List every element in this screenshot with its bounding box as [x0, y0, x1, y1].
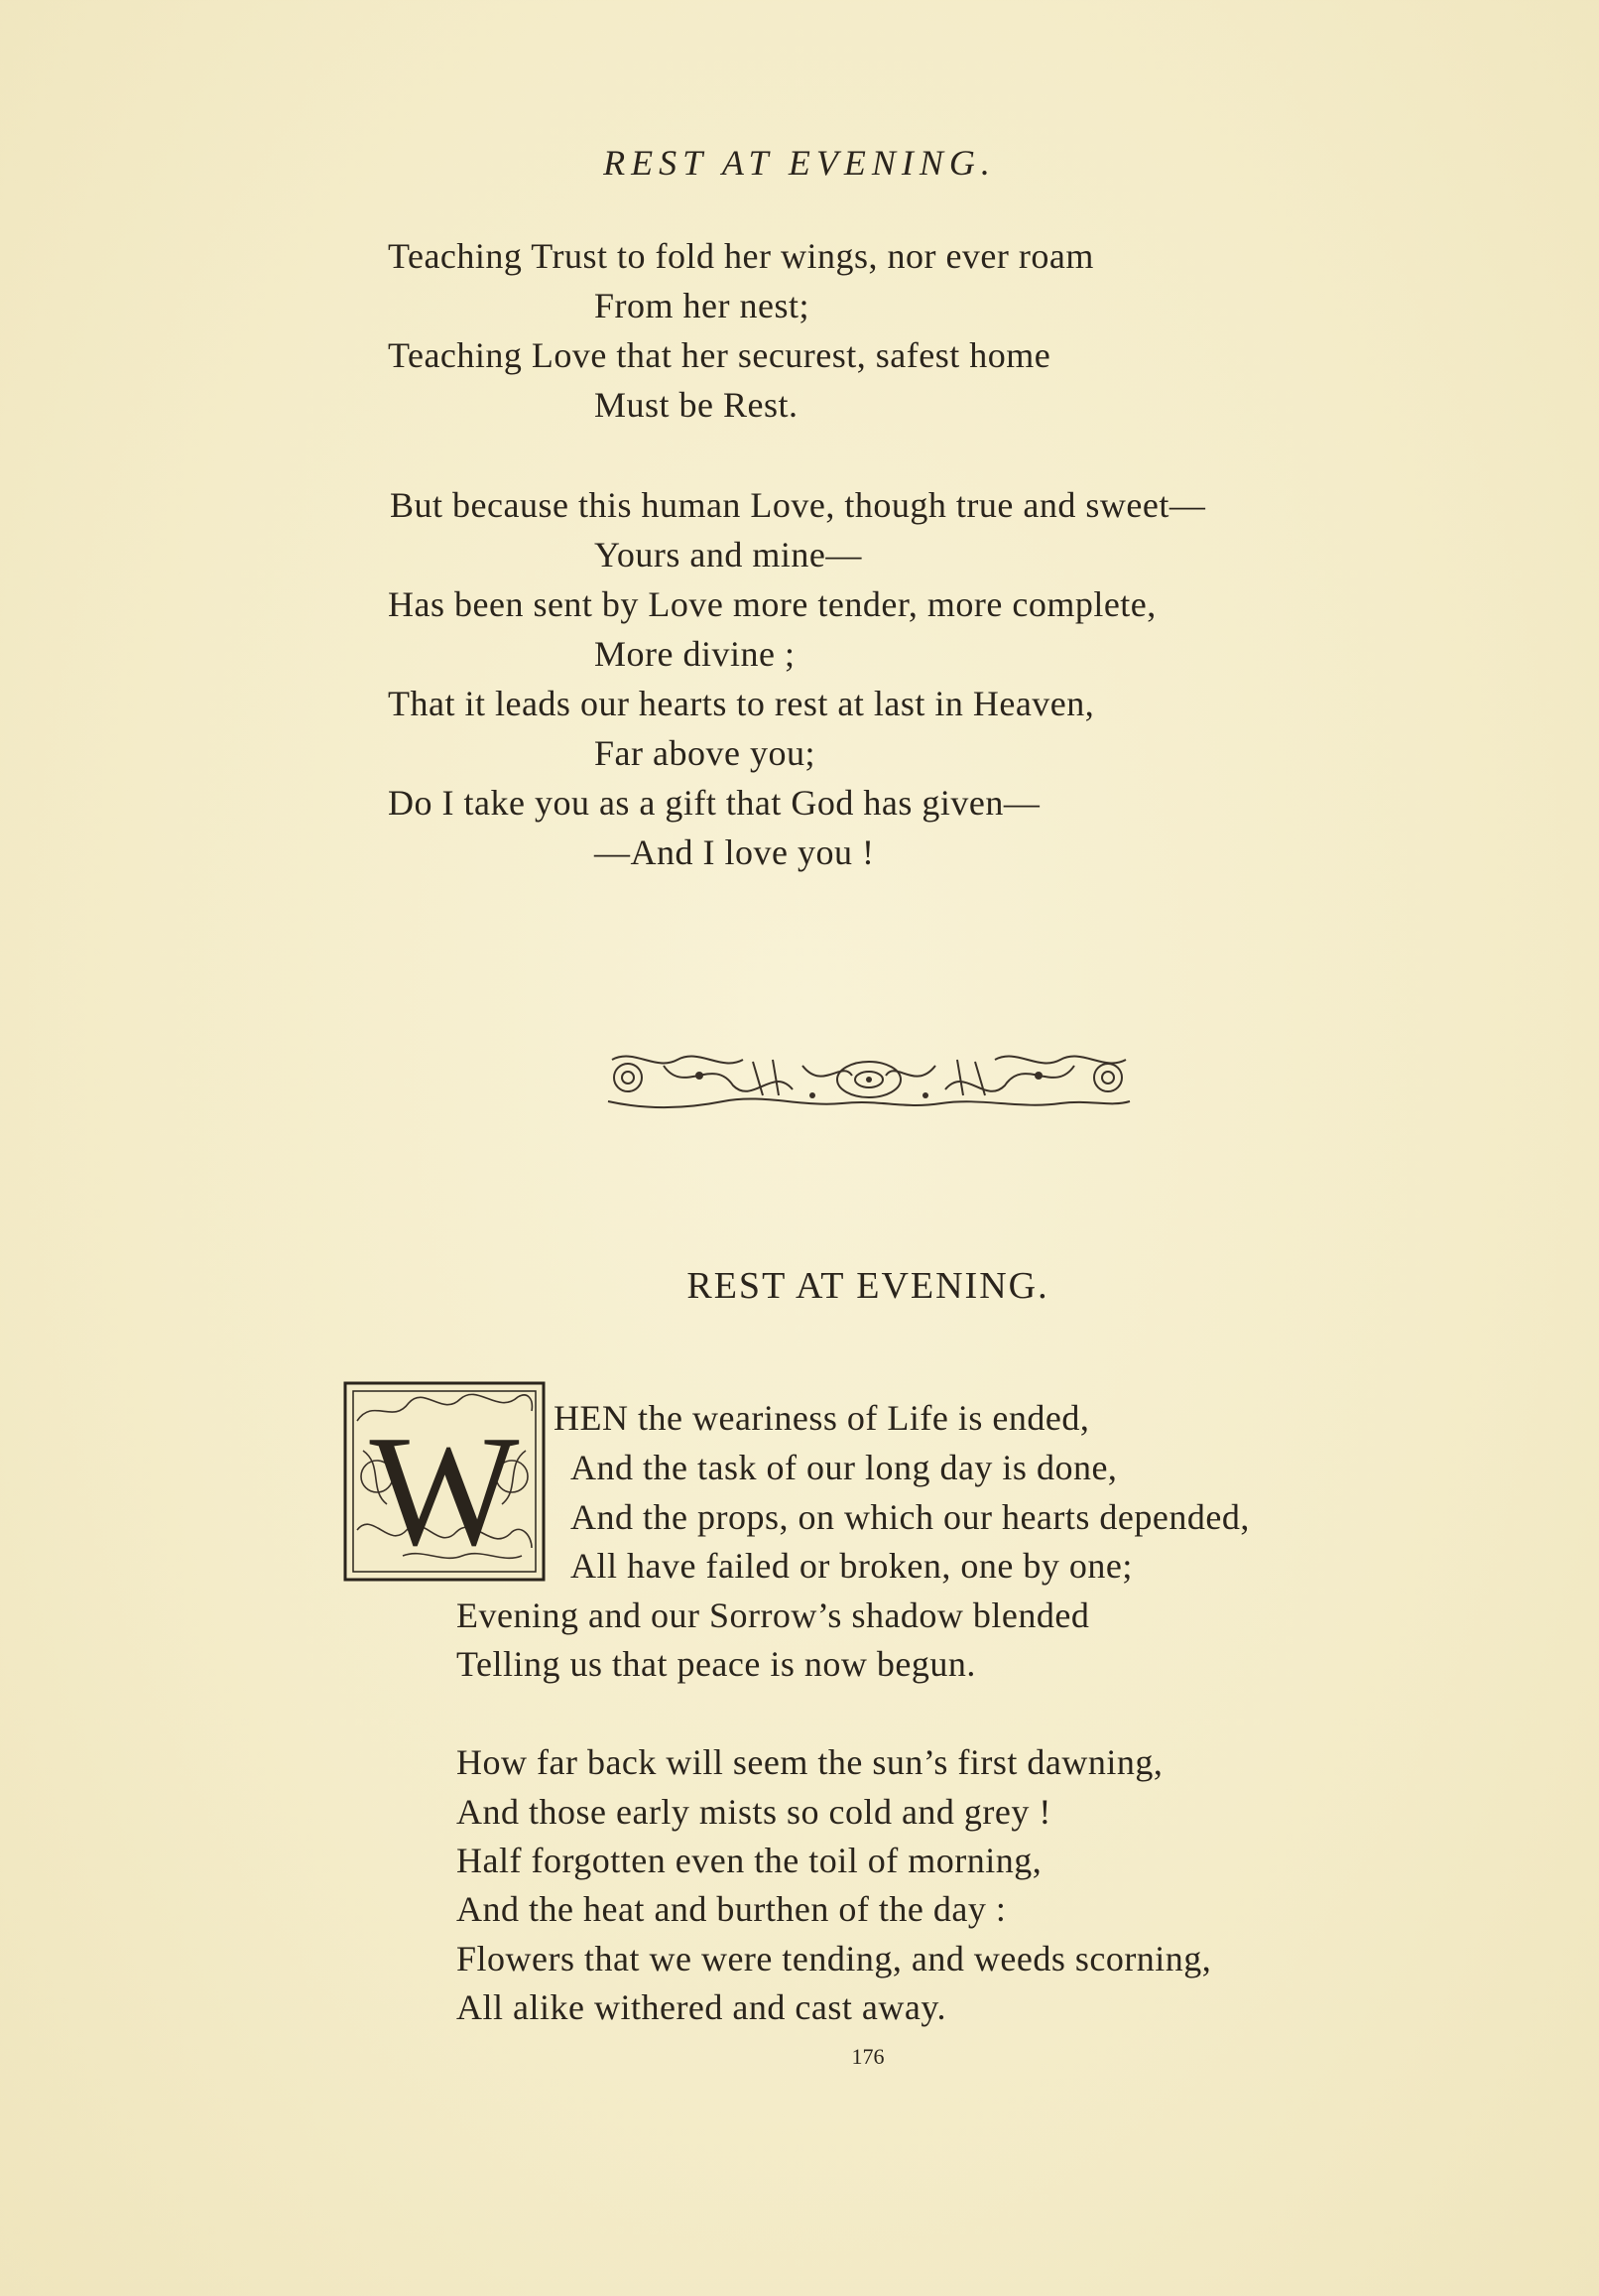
verse-line: Has been sent by Love more tender, more complete,	[388, 584, 1157, 624]
verse-line: How far back will seem the sun’s first dawning,	[456, 1742, 1164, 1782]
verse-line: And the task of our long day is done,	[570, 1448, 1118, 1487]
poem-title: REST AT EVENING.	[686, 1265, 1049, 1307]
verse-line: Flowers that we were tending, and weeds scorning,	[456, 1939, 1212, 1978]
drop-cap-initial	[343, 1381, 546, 1582]
verse-line: Yours and mine—	[594, 535, 862, 574]
running-head: REST AT EVENING.	[603, 143, 996, 183]
verse-line: All alike withered and cast away.	[456, 1987, 946, 2027]
verse-line: Must be Rest.	[594, 385, 799, 425]
verse-line: Telling us that peace is now begun.	[456, 1644, 976, 1684]
verse-line: And those early mists so cold and grey !	[456, 1792, 1051, 1832]
verse-line: All have failed or broken, one by one;	[570, 1546, 1133, 1586]
verse-line: Teaching Trust to fold her wings, nor ever roam	[388, 236, 1094, 276]
verse-line: And the heat and burthen of the day :	[456, 1889, 1007, 1929]
verse-line: HEN the weariness of Life is ended,	[554, 1398, 1090, 1438]
verse-line: Far above you;	[594, 733, 815, 773]
verse-line: Half forgotten even the toil of morning,	[456, 1841, 1043, 1880]
verse-line: More divine ;	[594, 634, 796, 674]
verse-line: But because this human Love, though true and sweet—	[390, 485, 1206, 525]
verse-line: Evening and our Sorrow’s shadow blended	[456, 1595, 1090, 1635]
verse-line: That it leads our hearts to rest at last in Heaven,	[388, 684, 1095, 723]
verse-line: And the props, on which our hearts depended,	[570, 1497, 1250, 1537]
verse-line: From her nest;	[594, 286, 809, 325]
drop-cap-letter: W	[369, 1402, 520, 1579]
verse-line: Teaching Love that her securest, safest home	[388, 335, 1051, 375]
verse-line: Do I take you as a gift that God has given—	[388, 783, 1041, 823]
verse-line: —And I love you !	[594, 832, 875, 872]
ornament-vignette-icon	[604, 1046, 1134, 1111]
page-number: 176	[851, 2044, 885, 2069]
